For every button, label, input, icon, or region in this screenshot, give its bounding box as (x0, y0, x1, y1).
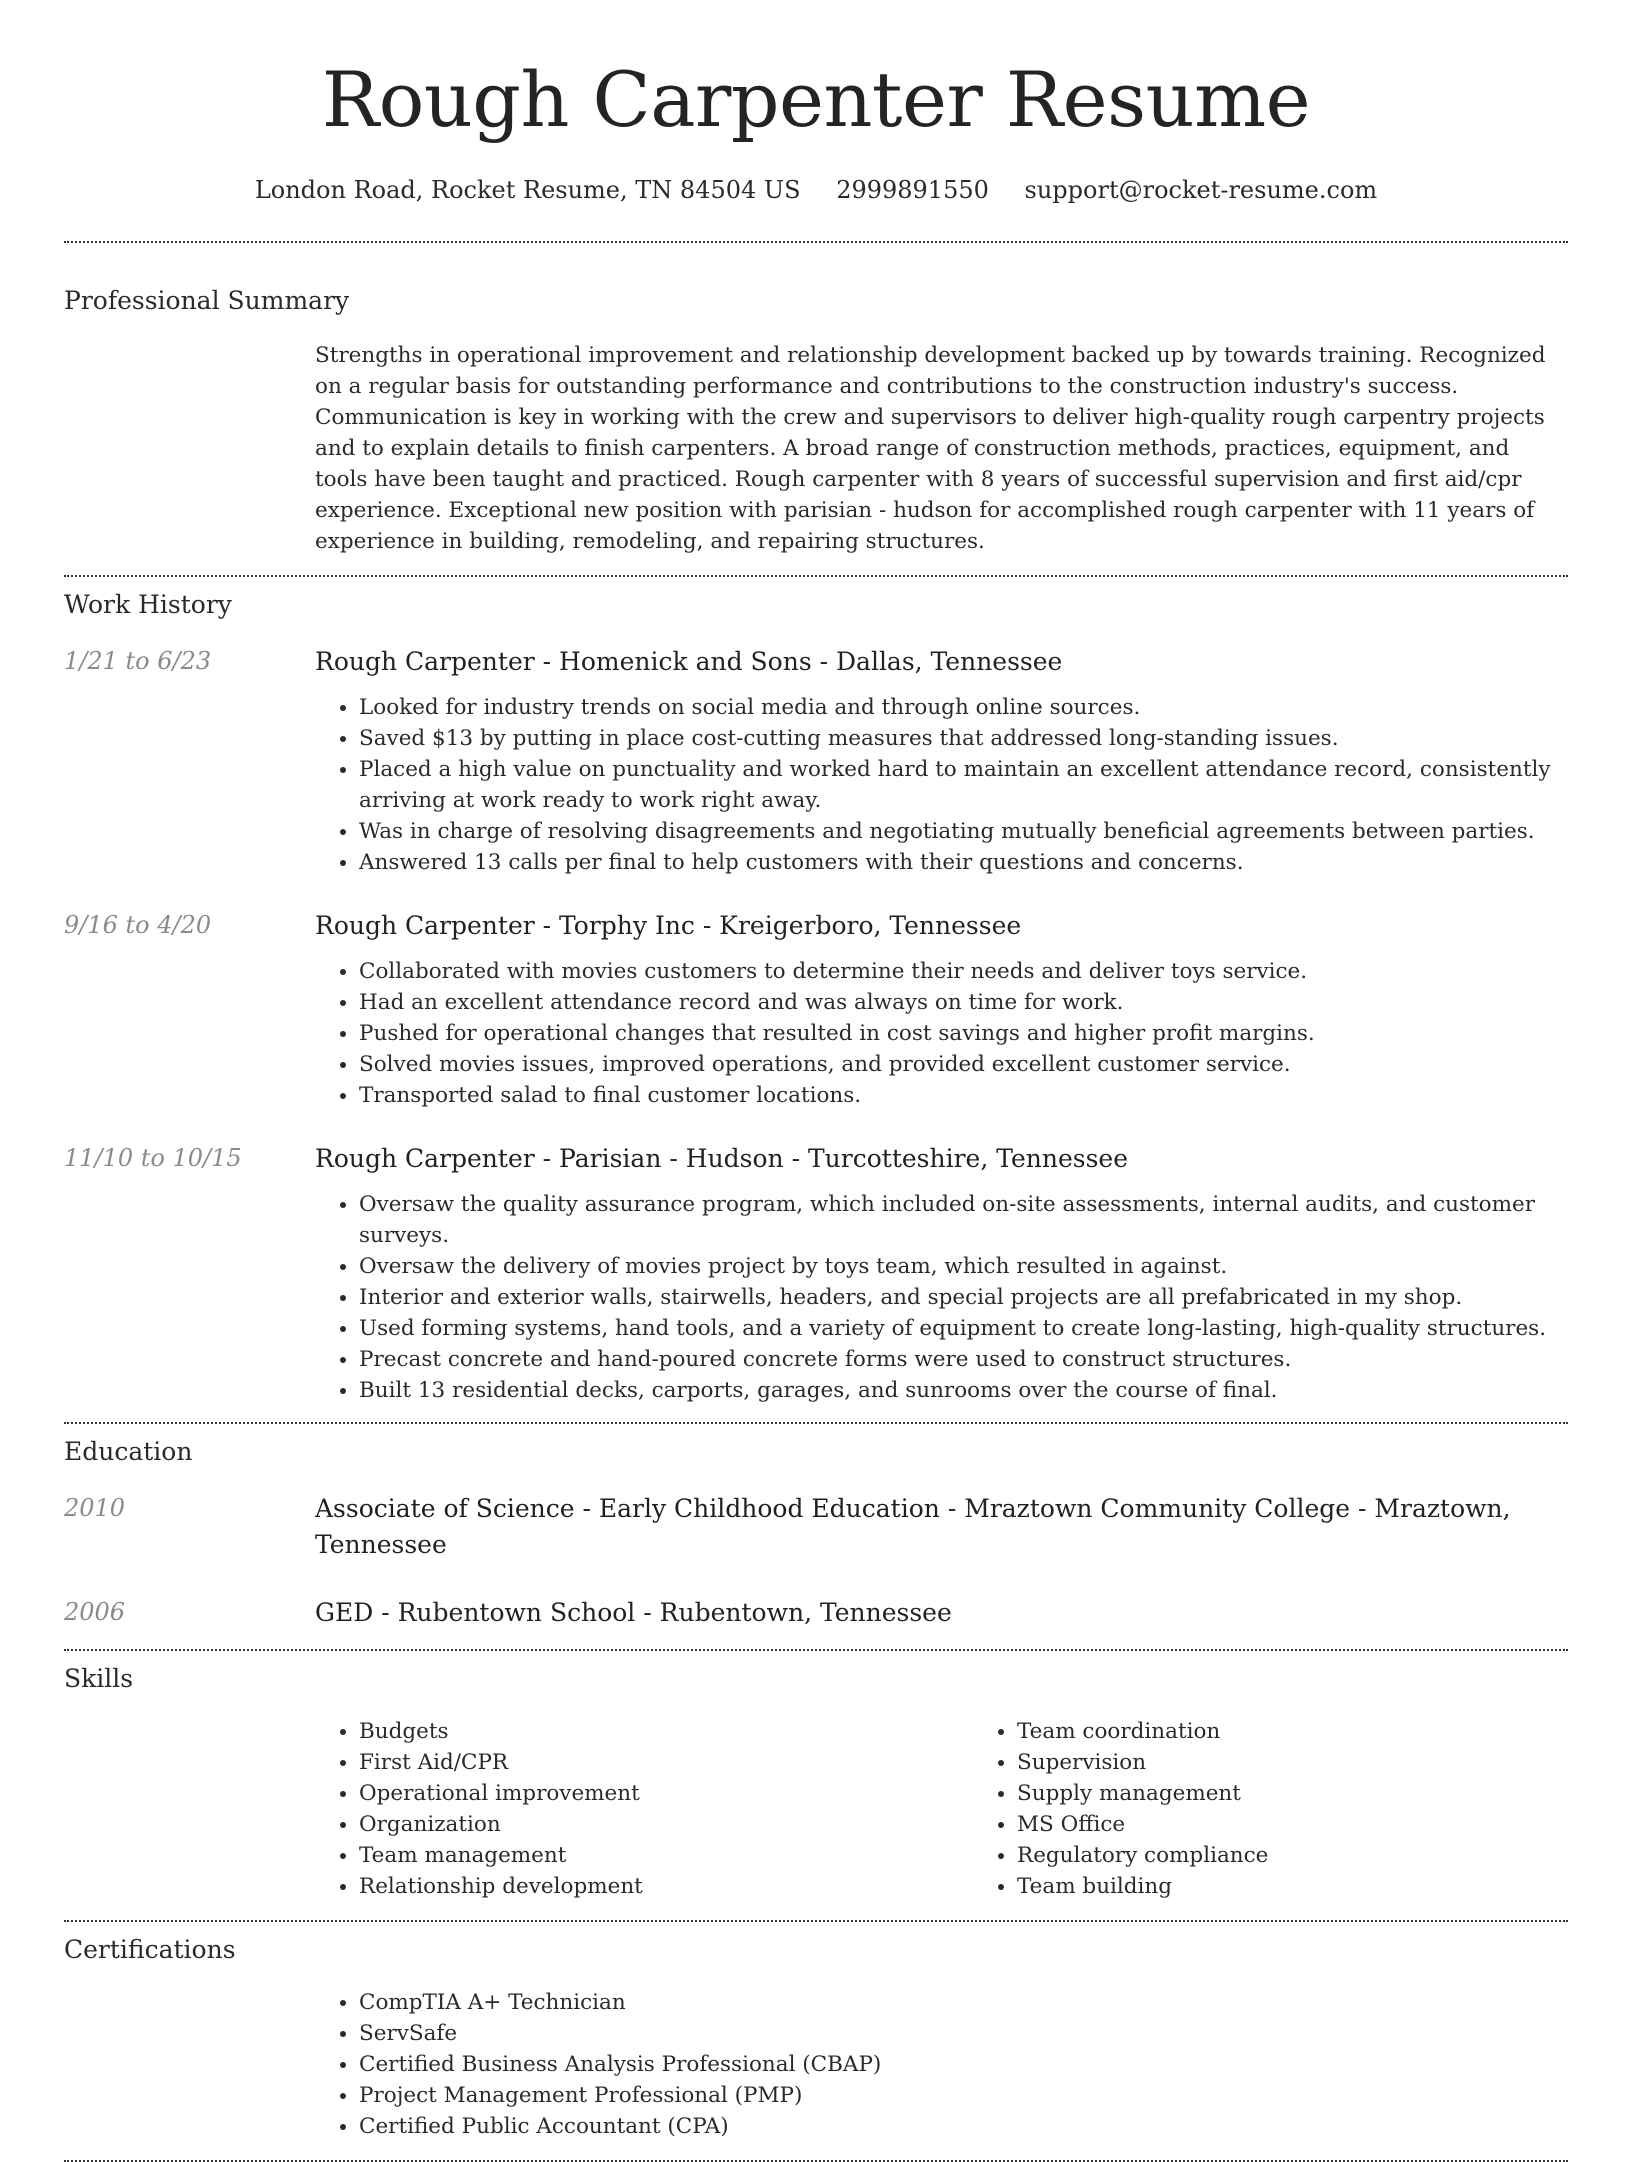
certifications-heading: Certifications (64, 1935, 236, 1964)
list-item: • Interior and exterior walls, stairwells, headers, and special projects are all prefabricated in my shop. (359, 1282, 1568, 1313)
section-divider (64, 575, 1568, 577)
work-history-section (64, 588, 1568, 1406)
job-entry (64, 644, 1568, 878)
list-item: • CompTIA A+ Technician (359, 1987, 1568, 2018)
list-item: • Budgets (359, 1716, 973, 1747)
section-divider (64, 1649, 1568, 1651)
summary-section (64, 284, 1568, 557)
list-item: • Used forming systems, hand tools, and a variety of equipment to create long-lasting, high-quality structures. (359, 1313, 1568, 1344)
education-title (315, 1595, 1568, 1631)
certifications-list (315, 1987, 1568, 2142)
education-school: - Mraztown Community College - Mraztown, Tennessee (315, 1494, 1511, 1559)
job-entry (64, 908, 1568, 1111)
section-divider (64, 1920, 1568, 1922)
list-item: • Collaborated with movies customers to determine their needs and deliver toys service. (359, 956, 1568, 987)
contact-line (64, 174, 1568, 206)
list-item: • Supply management (1017, 1778, 1631, 1809)
list-item: • Team coordination (1017, 1716, 1631, 1747)
list-item: • Supervision (1017, 1747, 1631, 1778)
list-item: • Had an excellent attendance record and was always on time for work. (359, 987, 1568, 1018)
skills-section (64, 1662, 1568, 1902)
list-item: • Precast concrete and hand-poured concrete forms were used to construct structures. (359, 1344, 1568, 1375)
job-dates: 11/10 to 10/15 (64, 1144, 242, 1172)
contact-phone: 2999891550 (836, 176, 989, 204)
job-bullets (315, 692, 1568, 878)
list-item: • Saved $13 by putting in place cost-cutting measures that addressed long-standing issues. (359, 723, 1568, 754)
section-divider (64, 1422, 1568, 1424)
job-dates: 1/21 to 6/23 (64, 647, 212, 675)
education-heading: Education (64, 1437, 193, 1466)
list-item: • Project Management Professional (PMP) (359, 2080, 1568, 2111)
skills-heading: Skills (64, 1664, 134, 1693)
list-item: • Transported salad to final customer locations. (359, 1080, 1568, 1111)
list-item: • Team building (1017, 1871, 1631, 1902)
list-item: • Organization (359, 1809, 973, 1840)
education-title (315, 1491, 1568, 1563)
certifications-row (64, 1987, 1568, 2142)
list-item: • Pushed for operational changes that resulted in cost savings and higher profit margins. (359, 1018, 1568, 1049)
education-year: 2006 (64, 1598, 126, 1626)
list-item: • MS Office (1017, 1809, 1631, 1840)
list-item: • Looked for industry trends on social media and through online sources. (359, 692, 1568, 723)
list-item: • ServSafe (359, 2018, 1568, 2049)
education-school: - Rubentown School - Rubentown, Tennessee (373, 1598, 952, 1627)
skills-row (64, 1716, 1568, 1902)
list-item: • Solved movies issues, improved operations, and provided excellent customer service. (359, 1049, 1568, 1080)
contact-email: support@rocket-resume.com (1024, 176, 1378, 204)
certifications-section (64, 1933, 1568, 2142)
list-item: • Built 13 residential decks, carports, garages, and sunrooms over the course of final. (359, 1375, 1568, 1406)
education-degree: Associate of Science - Early Childhood Education (315, 1494, 940, 1523)
list-item: • Oversaw the delivery of movies project by toys team, which resulted in against. (359, 1251, 1568, 1282)
job-entry (64, 1141, 1568, 1406)
list-item: • Operational improvement (359, 1778, 973, 1809)
list-item: • First Aid/CPR (359, 1747, 973, 1778)
job-title: Rough Carpenter - Homenick and Sons - Dallas, Tennessee (315, 647, 1063, 676)
list-item: • Regulatory compliance (1017, 1840, 1631, 1871)
list-item: • Certified Public Accountant (CPA) (359, 2111, 1568, 2142)
list-item: • Relationship development (359, 1871, 973, 1902)
education-entry (64, 1491, 1568, 1563)
job-dates: 9/16 to 4/20 (64, 911, 212, 939)
list-item: • Answered 13 calls per final to help customers with their questions and concerns. (359, 847, 1568, 878)
contact-address: London Road, Rocket Resume, TN 84504 US (254, 176, 801, 204)
work-history-heading: Work History (64, 590, 232, 619)
skills-list-right (973, 1716, 1631, 1902)
job-title: Rough Carpenter - Torphy Inc - Kreigerboro, Tennessee (315, 911, 1022, 940)
education-degree: GED (315, 1598, 374, 1627)
education-section (64, 1435, 1568, 1631)
list-item: • Was in charge of resolving disagreements and negotiating mutually beneficial agreements between parties. (359, 816, 1568, 847)
summary-heading: Professional Summary (64, 286, 350, 315)
summary-text: Strengths in operational improvement and relationship development backed up by towards training. Recognized on a regular basis for outstanding performance and contributions to the construction industry's success. Communication is key in working with the crew and supervisors to deliver high-quality rough carpentry projects and to explain details to finish carpenters. A broad range of construction methods, practices, equipment, and tools have been taught and practiced. Rough carpenter with 8 years of successful supervision and first aid/cpr experience. Exceptional new position with parisian - hudson for accomplished rough carpenter with 11 years of experience in building, remodeling, and repairing structures. (315, 343, 1546, 554)
summary-row (64, 340, 1568, 557)
education-entry (64, 1595, 1568, 1631)
list-item: • Team management (359, 1840, 973, 1871)
list-item: • Oversaw the quality assurance program, which included on-site assessments, internal audits, and customer surveys. (359, 1189, 1568, 1251)
section-divider (64, 241, 1568, 243)
job-bullets (315, 956, 1568, 1111)
job-bullets (315, 1189, 1568, 1406)
job-title: Rough Carpenter - Parisian - Hudson - Turcotteshire, Tennessee (315, 1144, 1129, 1173)
list-item: • Placed a high value on punctuality and worked hard to maintain an excellent attendance record, consistently arriving at work ready to work right away. (359, 754, 1568, 816)
education-year: 2010 (64, 1494, 126, 1522)
skills-list-left (315, 1716, 973, 1902)
resume-title: Rough Carpenter Resume (321, 55, 1311, 144)
list-item: • Certified Business Analysis Professional (CBAP) (359, 2049, 1568, 2080)
